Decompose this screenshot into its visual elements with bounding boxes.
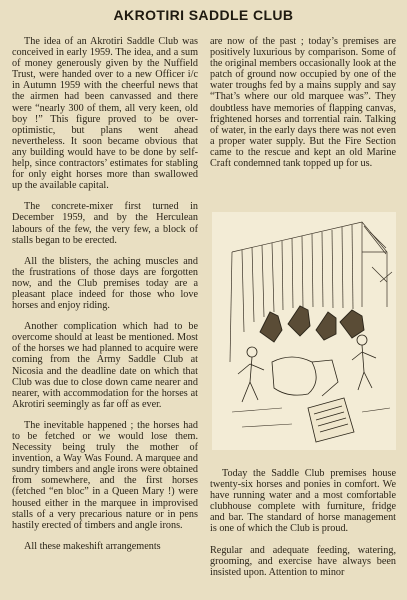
right-column-bottom — [210, 468, 396, 588]
horses-in-marquee-sketch — [212, 212, 396, 450]
cartoon-illustration — [212, 212, 396, 450]
left-column — [12, 36, 198, 562]
paragraph: are now of the past ; today’s premises are positively luxurious by comparison. Some of the original members occasionally look at the patch of ground now occupied by one of the water troughs fed by a mains supply and say “That’s where our old marquee was”. They doubtless have memories of flapping canvas, frightened horses and torrential rain. Talking of water, in the early days there was not even a proper water supply. But the Fire Section came to the rescue and kept an old Marine Craft condemned tank topped up for us. — [210, 36, 396, 170]
paragraph: Regular and adequate feeding, watering, grooming, and exercise have always been insisted upon. Attention to minor — [210, 544, 396, 578]
paragraph: The idea of an Akrotiri Saddle Club was conceived in early 1959. The idea, and a sum of money generously given by the Nuffield Trust, were handed over to a new Officer i/c in Autumn 1959 with the cheerful news that the airmen had been canvassed and there were “nearly 300 of them, all very keen, old boy !” This figure proved to be over-optimistic, but plans went ahead nevertheless. It soon became obvious that any building would have to be done by self-help, since contractors’ estimates for stabling for only eight horses more than swallowed up the available capital. — [12, 36, 198, 192]
paragraph: All these makeshift arrangements — [24, 540, 161, 552]
paragraph: The inevitable happened ; the horses had to be fetched or we would lose them. Necessity being truly the mother of invention, a Way Was Found. A marquee and sundry timbers and angle irons were obtained from somewhere, and the first horses (fetched “en bloc” in a Queen Mary !) were housed either in the marquee in improvised stalls of a very precarious nature or in pens hastily erected of timbers and angle irons. — [12, 419, 198, 531]
article-title: AKROTIRI SADDLE CLUB — [113, 7, 294, 23]
right-column — [210, 36, 396, 179]
paragraph: Today the Saddle Club premises house twenty-six horses and ponies in comfort. We have running water and a most comfortable clubhouse complete with furniture, fridge and bar. The standard of horse management is one of which the Club is proud. — [210, 468, 396, 535]
paragraph: Another complication which had to be overcome should at least be mentioned. Most of the horses we had planned to acquire were coming from the Army Saddle Club at Nicosia and the deadline date on which that Club was due to close down came nearer and nearer, with accommodation for the horses at Akrotiri seemingly as far off as ever. — [12, 321, 198, 410]
paragraph: The concrete-mixer first turned in December 1959, and by the Herculean labours of the few, the very few, a block of stalls began to be erected. — [12, 201, 198, 246]
paragraph: All the blisters, the aching muscles and the frustrations of those days are forgotten now, and the Club premises today are a pleasant place indeed for those who love horses and enjoy riding. — [12, 255, 198, 312]
